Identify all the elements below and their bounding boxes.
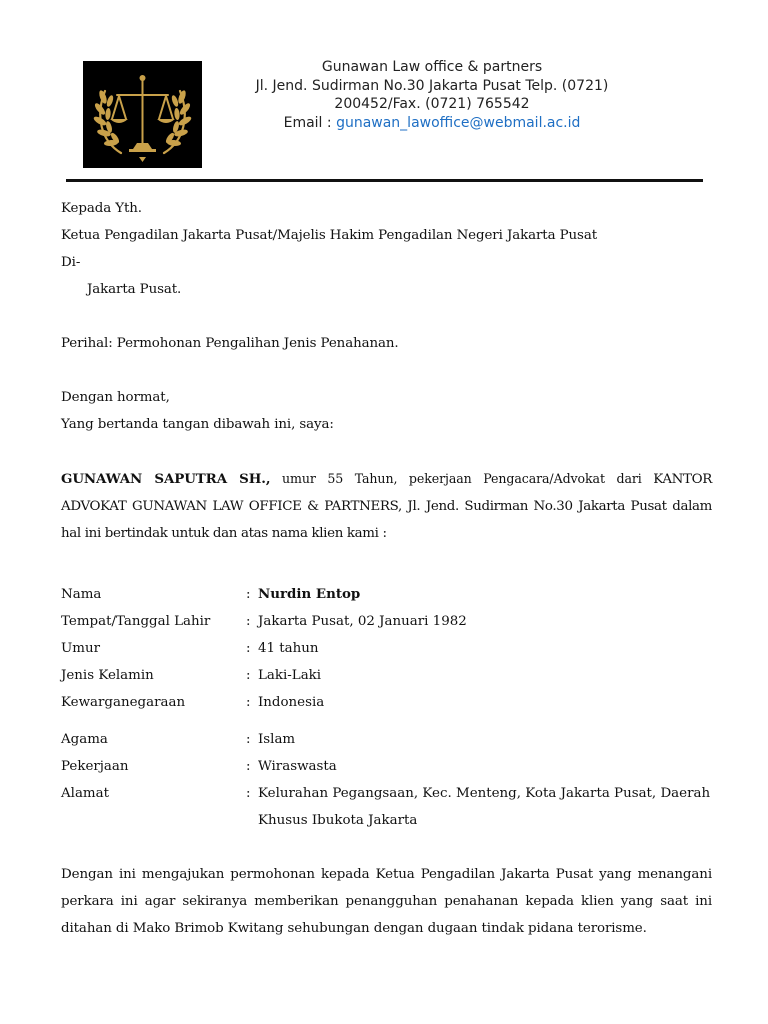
client-label: Umur: [61, 641, 101, 656]
client-value: Jakarta Pusat, 02 Januari 1982: [258, 614, 467, 629]
email-link[interactable]: gunawan_lawoffice@webmail.ac.id: [336, 114, 581, 131]
declarant-desc-2: KANTOR ADVOKAT GUNAWAN LAW OFFICE & PARTNERS, Jl. Jend. Sudirman No.30 Jakarta Pusat dalam hal ini bertindak untuk dan atas nama klien kami :: [61, 472, 712, 541]
greeting: Dengan hormat,: [61, 390, 170, 405]
email-label: Email :: [283, 114, 337, 131]
recipient-city: Jakarta Pusat.: [87, 282, 182, 297]
client-value: Kelurahan Pegangsaan, Kec. Menteng, Kota Jakarta Pusat, Daerah Khusus Ibukota Jakarta: [258, 786, 711, 828]
letterhead-divider: [66, 179, 703, 182]
client-label: Jenis Kelamin: [61, 668, 154, 683]
client-row-religion: [61, 726, 721, 753]
client-value: Islam: [258, 732, 296, 747]
colon: :: [246, 614, 251, 629]
firm-address-line-2: 200452/Fax. (0721) 765542: [334, 96, 530, 112]
client-row-name: [61, 581, 721, 608]
client-row-nationality: [61, 689, 721, 716]
letterhead: [232, 58, 632, 132]
colon: :: [246, 732, 251, 747]
intro-line: Yang bertanda tangan dibawah ini, saya:: [61, 417, 334, 432]
client-label: Nama: [61, 587, 102, 602]
colon: :: [246, 641, 251, 656]
salutation: Kepada Yth.: [61, 201, 142, 216]
scales-of-justice-laurel-icon: [83, 61, 202, 168]
client-label: Kewarganegaraan: [61, 695, 186, 710]
colon: :: [246, 587, 251, 602]
recipient: Ketua Pengadilan Jakarta Pusat/Majelis Hakim Pengadilan Negeri Jakarta Pusat: [61, 228, 597, 243]
colon: :: [246, 786, 251, 801]
client-value: Nurdin Entop: [258, 586, 361, 602]
client-label: Agama: [61, 732, 108, 747]
declarant-paragraph: [61, 465, 712, 547]
client-row-address: [61, 780, 721, 834]
subject-line: Perihal: Permohonan Pengalihan Jenis Penahanan.: [61, 336, 399, 351]
client-row-occupation: [61, 753, 721, 780]
client-value: Indonesia: [258, 695, 325, 710]
client-label: Pekerjaan: [61, 759, 129, 774]
declarant-name: GUNAWAN SAPUTRA SH.,: [61, 471, 271, 487]
firm-name: Gunawan Law office & partners: [321, 59, 543, 75]
colon: :: [246, 695, 251, 710]
recipient-di: Di-: [61, 255, 81, 270]
firm-address-line-1: Jl. Jend. Sudirman No.30 Jakarta Pusat Telp. (0721): [255, 77, 609, 94]
colon: :: [246, 668, 251, 683]
client-row-age: [61, 635, 721, 662]
client-value: Laki-Laki: [258, 668, 322, 683]
colon: :: [246, 759, 251, 774]
declarant-desc-1: umur 55 Tahun, pekerjaan Pengacara/Advokat dari: [270, 471, 654, 486]
client-row-birth: [61, 608, 721, 635]
client-value: 41 tahun: [258, 641, 319, 656]
client-label: Tempat/Tanggal Lahir: [61, 614, 211, 629]
closing-paragraph: Dengan ini mengajukan permohonan kepada Ketua Pengadilan Jakarta Pusat yang menangani perkara ini agar sekiranya memberikan penangguhan penahanan kepada klien yang saat ini ditahan di Mako Brimob Kwitang sehubungan dengan dugaan tindak pidana terorisme.: [61, 867, 712, 936]
client-label: Alamat: [61, 786, 109, 801]
client-value: Wiraswasta: [258, 759, 337, 774]
client-row-gender: [61, 662, 721, 689]
firm-email-line: [232, 114, 632, 133]
